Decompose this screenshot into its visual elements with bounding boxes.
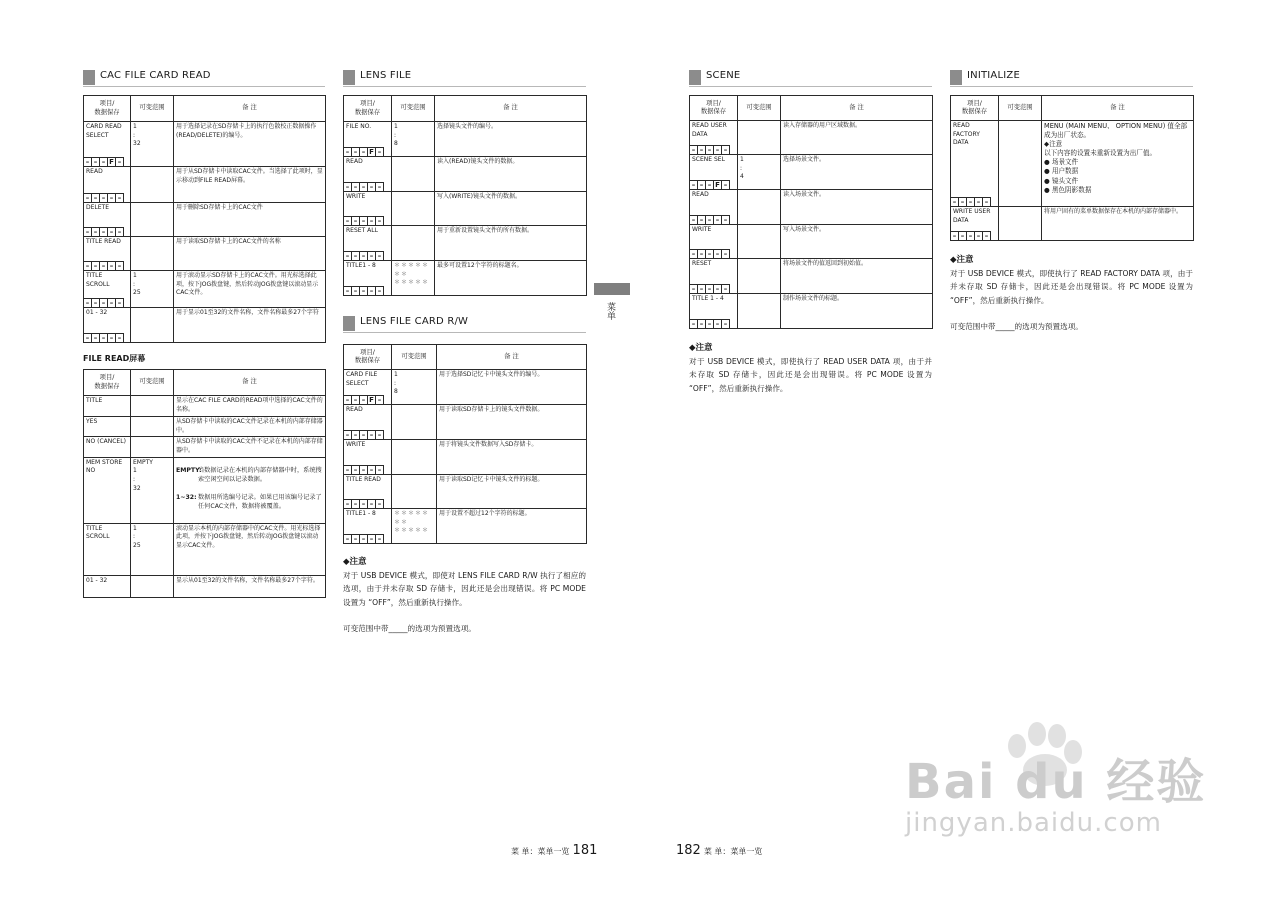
- table-row: [84, 271, 326, 308]
- scene-table: [689, 95, 933, 329]
- col-header-note: 备 注: [781, 96, 933, 121]
- item-cell: CARD FILE SELECT – – – F –: [344, 370, 392, 405]
- note-heading: ◆注意: [950, 255, 974, 265]
- table-row: [344, 157, 587, 192]
- section-title: INITIALIZE: [967, 70, 1020, 81]
- note-cell: 选择镜头文件的编号。: [435, 122, 587, 157]
- range-cell: [131, 575, 174, 597]
- table-row: [84, 237, 326, 271]
- footer-text: 菜 单：菜单一览: [703, 847, 763, 856]
- note-cell: 最多可设置12个字符的标题名。: [435, 261, 587, 296]
- note-cell: 读入场景文件。: [781, 190, 933, 225]
- table-row: [951, 121, 1194, 207]
- note-cell: 用于设置不超过12个字符的标题。: [437, 509, 587, 544]
- range-cell: [131, 437, 174, 457]
- col-header-item: 项目/ 数据保存: [344, 96, 392, 122]
- data-save-indicator: – – – – –: [84, 298, 124, 307]
- table-row: [344, 226, 587, 261]
- col-header-item: 项目/ 数据保存: [951, 96, 999, 121]
- col-header-item: 项目/ 数据保存: [84, 370, 131, 396]
- note-cell: 读入(READ)镜头文件的数据。: [435, 157, 587, 192]
- item-cell: READ – – – – –: [344, 405, 392, 440]
- table-row: [690, 225, 933, 259]
- range-cell: [738, 294, 781, 329]
- data-save-indicator: – – – F –: [84, 157, 124, 166]
- table-row: [344, 509, 587, 544]
- note-cell: 用于显示01至32的文件名称，文件名称最多27个字符: [174, 308, 326, 343]
- left-page-footer: [511, 843, 600, 858]
- item-cell: TITLE: [84, 396, 131, 417]
- data-save-indicator: – – – – –: [344, 286, 384, 295]
- range-cell: [392, 226, 435, 261]
- chapter-label: 菜单: [605, 302, 615, 320]
- note-text: 对于 USB DEVICE 模式，即使执行了 READ FACTORY DATA 项，由于并未存取 SD 存储卡，因此还是会出现错误。将 PC MODE 设置为 “OFF”，然后重新执行操作。: [950, 269, 1193, 305]
- table-row: [951, 207, 1194, 241]
- col-header-range: 可变范围: [738, 96, 781, 121]
- scene-note: [689, 342, 932, 395]
- table-row: [344, 370, 587, 405]
- table-row: [344, 192, 587, 226]
- col-header-range: 可变范围: [392, 96, 435, 122]
- data-save-indicator: – – – – –: [690, 319, 730, 328]
- range-cell: [738, 225, 781, 259]
- range-cell: [392, 157, 435, 192]
- note-cell: 滚动显示本机的内部存储器中的CAC文件。用光标选择此项，并按下JOG拨盘键，然后转动JOG拨盘键以滚动显示CAC文件。: [174, 523, 326, 575]
- table-row: [84, 308, 326, 343]
- table-row: [690, 259, 933, 294]
- range-cell: ＊＊＊＊＊＊＊ ＊＊＊＊＊: [392, 261, 435, 296]
- right-page-footer: [673, 843, 762, 858]
- data-save-indicator: – – – – –: [344, 465, 384, 474]
- table-row: [84, 203, 326, 237]
- item-cell: READ USER DATA – – – – –: [690, 121, 738, 155]
- item-cell: RESET ALL – – – – –: [344, 226, 392, 261]
- range-cell: [131, 308, 174, 343]
- table-row: [690, 294, 933, 329]
- table-row: [344, 405, 587, 440]
- item-cell: READ – – – – –: [344, 157, 392, 192]
- data-save-indicator: – – – – –: [690, 284, 730, 293]
- note-cell: 用于将镜头文件数据写入SD存储卡。: [437, 440, 587, 475]
- section-title: SCENE: [706, 70, 741, 81]
- range-cell: EMPTY 1 : 32: [131, 457, 174, 523]
- col-header-item: 项目/ 数据保存: [84, 96, 131, 122]
- note-cell: 显示从01至32的文件名称，文件名称最多27个字符。: [174, 575, 326, 597]
- chapter-tab: [594, 283, 630, 295]
- col-header-note: 备 注: [437, 345, 587, 370]
- col-header-range: 可变范围: [999, 96, 1042, 121]
- lens-card-note: [343, 556, 586, 635]
- note-cell: 从SD存储卡中读取的CAC文件记录在本机的内部存储器中。: [174, 417, 326, 437]
- table-row: [84, 167, 326, 203]
- data-save-indicator: – – – – –: [344, 499, 384, 508]
- note-cell: 用于滚动显示SD存储卡上的CAC文件。用光标选择此项，按下JOG拨盘键，然后转动JOG拨盘键以滚动显示CAC文件。: [174, 271, 326, 308]
- note-cell: 用于重新设置镜头文件的所有数据。: [435, 226, 587, 261]
- item-cell: TITLE1 - 8 – – – – –: [344, 509, 392, 544]
- section-header-initialize: [950, 69, 1193, 87]
- range-cell: [738, 121, 781, 155]
- item-cell: WRITE – – – – –: [344, 192, 392, 226]
- note-cell: 选择场景文件。: [781, 155, 933, 190]
- note-cell: 将场景文件的值返回到初始值。: [781, 259, 933, 294]
- data-save-indicator: – – – – –: [344, 534, 384, 543]
- table-row: [84, 437, 326, 457]
- note-cell: 写入场景文件。: [781, 225, 933, 259]
- section-title: LENS FILE: [360, 70, 412, 81]
- range-cell: 1 : 8: [392, 122, 435, 157]
- preset-note: 可变范围中带_____的选项为预置选项。: [343, 623, 476, 633]
- preset-note: 可变范围中带_____的选项为预置选项。: [950, 321, 1083, 331]
- table-row: [344, 122, 587, 157]
- section-marker: [343, 316, 355, 331]
- file-read-screen-title: FILE READ屏幕: [83, 354, 146, 363]
- data-save-indicator: – – – – –: [84, 261, 124, 270]
- col-header-item: 项目/ 数据保存: [344, 345, 392, 370]
- note-cell: 用于读取SD存储卡上的镜头文件数据。: [437, 405, 587, 440]
- data-save-indicator: – – – – –: [690, 145, 730, 154]
- note-cell: 用于选择记录在SD存储卡上的执行色散校正数据操作(READ/DELETE)的编号。: [174, 122, 326, 167]
- note-cell: 用于从SD存储卡中读取CAC文件。当选择了此项时，显示移动到FILE READ屏幕。: [174, 167, 326, 203]
- cac-file-card-read-table: [83, 95, 326, 343]
- range-cell: [131, 396, 174, 417]
- item-cell: READ – – – – –: [84, 167, 131, 203]
- footer-text: 菜 单：菜单一览: [511, 847, 570, 856]
- range-cell: 1 : 8: [392, 370, 437, 405]
- note-cell: 用于删除SD存储卡上的CAC文件: [174, 203, 326, 237]
- data-save-indicator: – – – – –: [951, 231, 991, 240]
- data-save-indicator: – – – F –: [690, 180, 730, 189]
- data-save-indicator: – – – – –: [84, 227, 124, 236]
- baidu-watermark: [905, 708, 1205, 858]
- col-header-range: 可变范围: [131, 370, 174, 396]
- data-save-indicator: – – – – –: [84, 333, 124, 342]
- item-cell: TITLE1 - 8 – – – – –: [344, 261, 392, 296]
- note-cell: 将用户固有的菜单数据保存在本机的内部存储器中。: [1042, 207, 1194, 241]
- note-cell: 用于选择SD记忆卡中镜头文件的编号。: [437, 370, 587, 405]
- item-cell: WRITE – – – – –: [690, 225, 738, 259]
- watermark-brand: Bai du 经验: [905, 754, 1207, 810]
- item-cell: DELETE – – – – –: [84, 203, 131, 237]
- range-cell: 1 : 25: [131, 271, 174, 308]
- range-cell: [131, 417, 174, 437]
- section-header-cac-file-card-read: [83, 69, 325, 87]
- table-row: [84, 396, 326, 417]
- file-read-screen-table: [83, 369, 326, 598]
- data-save-indicator: – – – F –: [344, 147, 384, 156]
- item-cell: YES: [84, 417, 131, 437]
- note-heading: ◆注意: [689, 343, 713, 353]
- item-cell: 01 - 32 – – – – –: [84, 308, 131, 343]
- range-cell: [131, 237, 174, 271]
- range-cell: [738, 259, 781, 294]
- range-cell: 1 : 25: [131, 523, 174, 575]
- data-save-indicator: – – – – –: [344, 216, 384, 225]
- section-marker: [83, 70, 95, 85]
- col-header-note: 备 注: [435, 96, 587, 122]
- table-row: [84, 575, 326, 597]
- item-cell: READ – – – – –: [690, 190, 738, 225]
- item-cell: SCENE SEL – – – F –: [690, 155, 738, 190]
- note-cell: [174, 457, 326, 523]
- section-header-lens-file: [343, 69, 586, 87]
- item-cell: 01 - 32: [84, 575, 131, 597]
- table-row: [84, 122, 326, 167]
- note-cell: 制作场景文件的标题。: [781, 294, 933, 329]
- note-cell: 写入(WRITE)镜头文件的数据。: [435, 192, 587, 226]
- note-cell: 从SD存储卡中读取的CAC文件不记录在本机的内部存储器中。: [174, 437, 326, 457]
- item-cell: WRITE USER DATA – – – – –: [951, 207, 999, 241]
- range-cell: [999, 121, 1042, 207]
- section-header-scene: [689, 69, 932, 87]
- page-number: 181: [572, 843, 598, 858]
- initialize-note: [950, 254, 1193, 333]
- item-cell: WRITE – – – – –: [344, 440, 392, 475]
- note-cell: 读入存储器的用户区域数据。: [781, 121, 933, 155]
- item-cell: FILE NO. – – – F –: [344, 122, 392, 157]
- range-cell: [392, 440, 437, 475]
- section-marker: [689, 70, 701, 85]
- data-save-indicator: – – – – –: [951, 197, 991, 206]
- item-cell: TITLE READ – – – – –: [84, 237, 131, 271]
- item-cell: TITLE SCROLL – – – – –: [84, 271, 131, 308]
- note-heading: ◆注意: [343, 557, 367, 567]
- lens-file-table: [343, 95, 587, 296]
- data-save-indicator: – – – – –: [344, 182, 384, 191]
- data-save-indicator: – – – – –: [690, 215, 730, 224]
- data-save-indicator: – – – – –: [690, 249, 730, 258]
- table-row: [690, 155, 933, 190]
- range-cell: 1 : 32: [131, 122, 174, 167]
- data-save-indicator: – – – F –: [344, 395, 384, 404]
- data-save-indicator: – – – – –: [344, 430, 384, 439]
- range-cell: 1 : 4: [738, 155, 781, 190]
- note-cell: 用于读取SD存储卡上的CAC文件的名称: [174, 237, 326, 271]
- note-text: 对于 USB DEVICE 模式，即使执行了 READ USER DATA 项，由于并未存取 SD 存储卡，因此还是会出现错误。将 PC MODE 设置为 “OFF”，然后重新执行操作。: [689, 357, 932, 393]
- table-row: [690, 190, 933, 225]
- item-cell: TITLE SCROLL: [84, 523, 131, 575]
- watermark-url: jingyan.baidu.com: [905, 808, 1162, 838]
- initialize-table: [950, 95, 1194, 241]
- note-cell: 显示在CAC FILE CARD的READ项中选择的CAC文件的名称。: [174, 396, 326, 417]
- lens-file-card-rw-table: [343, 344, 587, 544]
- range-cell: [392, 192, 435, 226]
- range-cell: ＊＊＊＊＊＊＊ ＊＊＊＊＊: [392, 509, 437, 544]
- note-item-1-32: 1~32: 数据用所选编号记录。如果已用该编号记录了任何CAC文件，数据将被覆盖。: [176, 494, 322, 511]
- table-row: [344, 261, 587, 296]
- data-save-indicator: – – – – –: [84, 193, 124, 202]
- range-cell: [999, 207, 1042, 241]
- item-cell: CARD READ SELECT – – – F –: [84, 122, 131, 167]
- item-cell: TITLE 1 - 4 – – – – –: [690, 294, 738, 329]
- section-header-lens-file-card-rw: [343, 315, 586, 333]
- note-item-empty: EMPTY: 当数据记录在本机的内部存储器中时，系统搜索空闲空间以记录数据。: [176, 467, 322, 484]
- table-row: [84, 523, 326, 575]
- note-cell: 用于读取SD记忆卡中镜头文件的标题。: [437, 475, 587, 509]
- col-header-note: 备 注: [1042, 96, 1194, 121]
- table-row: [690, 121, 933, 155]
- col-header-note: 备 注: [174, 370, 326, 396]
- note-text: 对于 USB DEVICE 模式，即使对 LENS FILE CARD R/W 执行了相应的选项，由于并未存取 SD 存储卡，因此还是会出现错误。将 PC MODE 设置为 “OFF”，然后重新执行操作。: [343, 571, 586, 607]
- section-marker: [343, 70, 355, 85]
- range-cell: [392, 405, 437, 440]
- table-row: [344, 440, 587, 475]
- range-cell: [392, 475, 437, 509]
- data-save-indicator: – – – – –: [344, 251, 384, 260]
- item-cell: NO (CANCEL): [84, 437, 131, 457]
- col-header-note: 备 注: [174, 96, 326, 122]
- range-cell: [131, 203, 174, 237]
- section-title: LENS FILE CARD R/W: [360, 316, 469, 327]
- section-title: CAC FILE CARD READ: [100, 70, 211, 81]
- note-cell: MENU (MAIN MENU、 OPTION MENU) 值全部成为出厂状态。 ◆注意 以下内容的设置未重新设置为出厂值。 ● 场景文件 ● 用户数据 ● 镜头文件 ● 黑色阴影数据: [1042, 121, 1194, 207]
- item-cell: MEM STORE NO: [84, 457, 131, 523]
- page-number: 182: [676, 843, 701, 858]
- table-row: [344, 475, 587, 509]
- col-header-range: 可变范围: [392, 345, 437, 370]
- range-cell: [738, 190, 781, 225]
- col-header-range: 可变范围: [131, 96, 174, 122]
- item-cell: READ FACTORY DATA – – – – –: [951, 121, 999, 207]
- table-row: [84, 417, 326, 437]
- section-marker: [950, 70, 962, 85]
- table-row: [84, 457, 326, 523]
- item-cell: RESET – – – – –: [690, 259, 738, 294]
- col-header-item: 项目/ 数据保存: [690, 96, 738, 121]
- item-cell: TITLE READ – – – – –: [344, 475, 392, 509]
- range-cell: [131, 167, 174, 203]
